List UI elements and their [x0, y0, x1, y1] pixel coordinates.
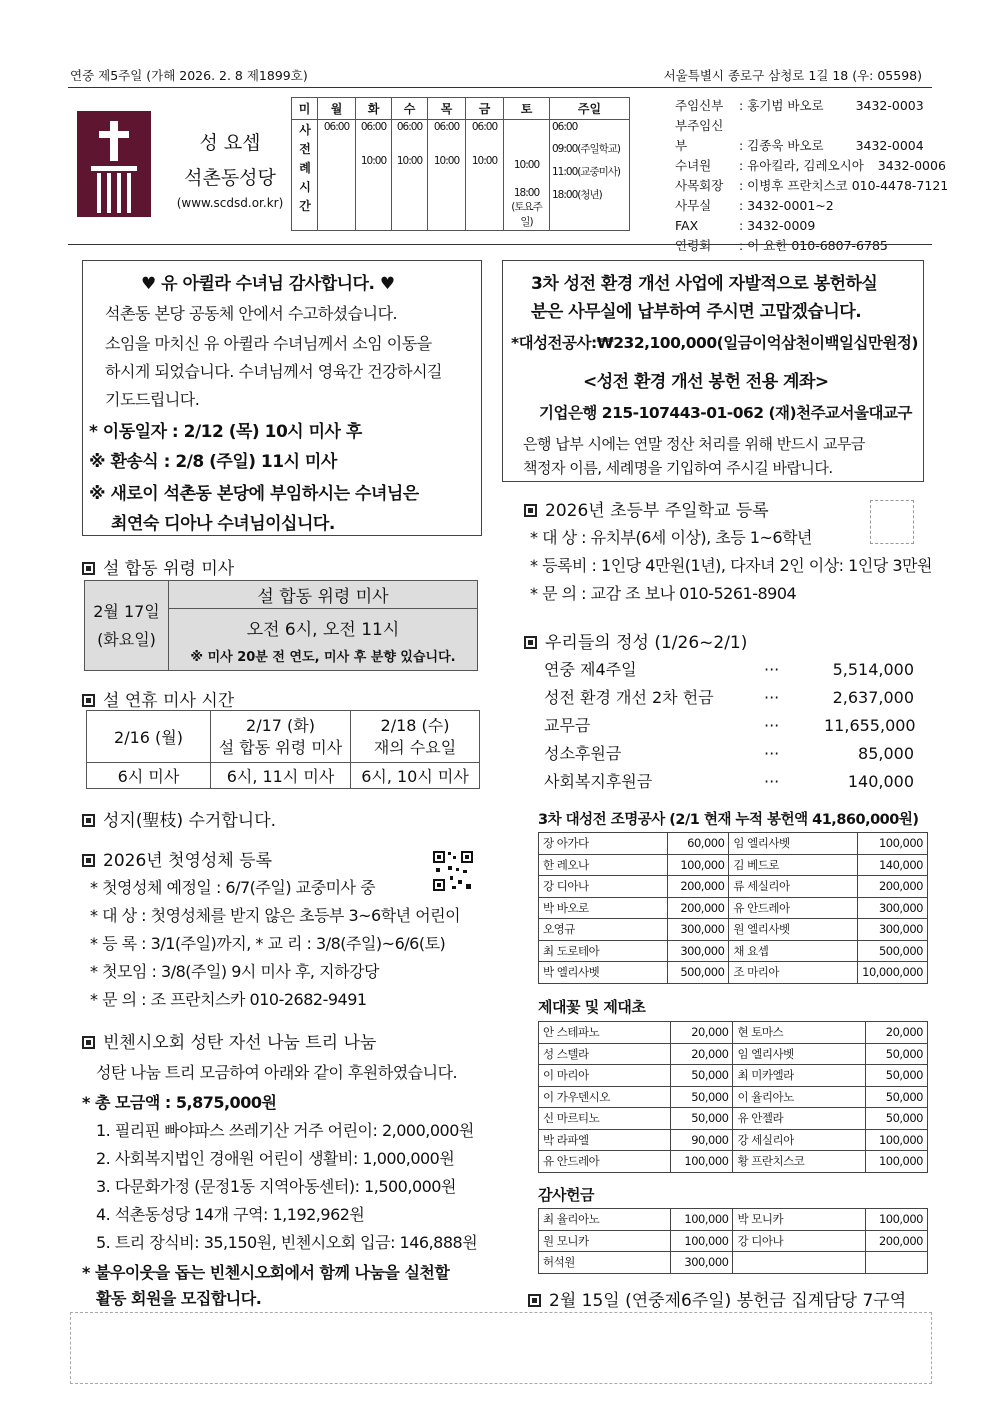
donor-row [539, 962, 928, 984]
donor-amount: 300,000 [667, 919, 729, 941]
donor-row [539, 876, 928, 898]
donor-name: 이 율리아노 [733, 1086, 865, 1108]
donor-amount: 300,000 [858, 919, 928, 941]
thanks-box: ♥ 유 아퀼라 수녀님 감사합니다. ♥ 석촌동 본당 공동체 안에서 수고하셨습니다. 소임을 마치신 유 아퀼라 수녀님께서 소임 이동을 하시게 되었습니다. 수녀님께서 영육간 건강하시길 기도드립니다. * 이동일자 : 2/12 (목) 10시 미사 후 ※ 환송식 : 2/8 (주일) 11시 미사 ※ 새로이 석촌동 본당에 부임하시는 수녀님은 최연숙 디아나 수녀님이십니다. [82, 260, 482, 536]
donor-name: 강 세실리아 [733, 1129, 865, 1151]
donor-row [539, 1108, 928, 1130]
donor-amount: 200,000 [667, 897, 729, 919]
donor-name: 원 엘리사벳 [729, 919, 858, 941]
donor-amount: 90,000 [671, 1129, 733, 1151]
donor-row [539, 940, 928, 962]
donor-name: 임 엘리사벳 [729, 833, 858, 855]
donor-row [539, 1022, 928, 1044]
day-sat: 토 [504, 98, 550, 120]
donor-row [539, 1043, 928, 1065]
donor-name: 최 미카엘라 [733, 1065, 865, 1087]
donor-row [539, 897, 928, 919]
altar-donor-table [538, 1021, 928, 1173]
donor-amount: 500,000 [667, 962, 729, 984]
donor-row [539, 1065, 928, 1087]
donor-name: 강 디아나 [733, 1230, 865, 1252]
donor-name: 최 도로테아 [539, 940, 668, 962]
donor-name: 현 토마스 [733, 1022, 865, 1044]
holiday-section-title: 설 연휴 미사 시간 [82, 686, 234, 711]
day-tue: 화 [356, 98, 392, 120]
seol-table: 2월 17일 (화요일) 설 합동 위령 미사 오전 6시, 오전 11시 ※ 미사 20분 전 연도, 미사 후 분향 있습니다. [84, 580, 478, 671]
donor-row [539, 1252, 928, 1274]
church-logo [77, 111, 151, 217]
sched-side-mi: 미 [292, 98, 318, 120]
donor-row [539, 919, 928, 941]
donor-name [733, 1252, 865, 1274]
donor-name: 유 안젤라 [733, 1108, 865, 1130]
donor-name: 안 스테파노 [539, 1022, 671, 1044]
donor-amount: 10,000,000 [858, 962, 928, 984]
donor-name: 한 레오나 [539, 854, 668, 876]
donor-name: 임 엘리사벳 [733, 1043, 865, 1065]
donor-amount: 50,000 [671, 1065, 733, 1087]
donor-name: 박 라파엘 [539, 1129, 671, 1151]
donor-amount: 100,000 [865, 1209, 927, 1231]
day-fri: 금 [466, 98, 504, 120]
donor-amount: 50,000 [865, 1108, 927, 1130]
holiday-table: 2/16 (월) 2/17 (화) 설 합동 위령 미사 2/18 (수) 재의 수요일 6시 미사 6시, 11시 미사 6시, 10시 미사 [86, 710, 480, 789]
donor-name: 박 모니카 [733, 1209, 865, 1231]
donor-name: 유 안드레아 [539, 1151, 671, 1173]
school-section-title: 2026년 초등부 주일학교 등록 [524, 496, 769, 521]
day-thu: 목 [428, 98, 466, 120]
thanks-title: ♥ 유 아퀼라 수녀님 감사합니다. ♥ [141, 274, 395, 294]
donor-amount [865, 1252, 927, 1274]
donor-amount: 50,000 [865, 1043, 927, 1065]
donor-name: 박 바오로 [539, 897, 668, 919]
donor-amount: 500,000 [858, 940, 928, 962]
donor-name: 성 스텔라 [539, 1043, 671, 1065]
day-mon: 월 [318, 98, 356, 120]
donor-amount: 100,000 [671, 1151, 733, 1173]
communion-section-title: 2026년 첫영성체 등록 [82, 846, 272, 871]
donor-name: 황 프란치스코 [733, 1151, 865, 1173]
donor-name: 김 베드로 [729, 854, 858, 876]
donor-amount: 50,000 [671, 1086, 733, 1108]
altar-title: 제대꽃 및 제대초 [538, 998, 646, 1016]
donor-row [539, 1209, 928, 1231]
header-divider [68, 87, 932, 88]
mass-schedule-table: 미 월 화 수 목 금 토 주일 사 전 례 시 간 06:00 06:00 10:00 06:00 10:00 06:00 10:00 06:00 10:00 10:00 18:00 (토요주일) 06:00 09:00(주일학교) 11:00(교중미사) 18:00(청년) [291, 97, 630, 231]
church-name: 석촌동성당 [184, 167, 276, 189]
sched-side: 사 전 례 시 간 [292, 120, 318, 231]
header-bottom-divider [68, 244, 932, 245]
donor-name: 이 가우덴시오 [539, 1086, 671, 1108]
donor-name: 원 모니카 [539, 1230, 671, 1252]
staff-directory: 주임신부 : 홍기범 바오로 3432-0003 부주임신부 : 김종욱 바오로 3432-0004 수녀원 : 유아킬라, 김레오시아 3432-0006 사목회장 : 이병후 프란치스코 010-4478-7121 사무실 : 3432-0001~2 FAX : 3432-0009 연령회 : 이 요한 010-6807-6785 [675, 98, 949, 253]
church-url: (www.scdsd.or.kr) [176, 196, 284, 210]
vincent-section-title: 빈첸시오회 성탄 자선 나눔 트리 나눔 [82, 1028, 376, 1053]
church-address: 서울특별시 종로구 삼청로 1길 18 (우: 05598) [663, 68, 922, 83]
offerings-list: 연중 제4주일 ··· 5,514,000 성전 환경 개선 2차 헌금 ··· 2,637,000 교무금 ··· 11,655,000 성소후원금 ··· 85,000 사회복지후원금 ··· 140,000 [544, 660, 916, 791]
donor-amount: 50,000 [671, 1108, 733, 1130]
donor-amount: 20,000 [671, 1043, 733, 1065]
school-qr-placeholder [870, 500, 914, 544]
qr-code[interactable] [432, 850, 474, 892]
donor-name: 장 아가다 [539, 833, 668, 855]
lighting-title: 3차 대성전 조명공사 (2/1 현재 누적 봉헌액 41,860,000원) [538, 812, 919, 828]
donor-amount: 300,000 [671, 1252, 733, 1274]
donor-amount: 50,000 [865, 1086, 927, 1108]
donor-amount: 100,000 [667, 854, 729, 876]
donor-amount: 100,000 [671, 1230, 733, 1252]
donor-amount: 50,000 [865, 1065, 927, 1087]
donor-amount: 200,000 [865, 1230, 927, 1252]
donor-amount: 20,000 [865, 1022, 927, 1044]
donor-name: 조 마리아 [729, 962, 858, 984]
donor-amount: 20,000 [671, 1022, 733, 1044]
donor-amount: 60,000 [667, 833, 729, 855]
donor-amount: 140,000 [858, 854, 928, 876]
footer-placeholder [70, 1312, 932, 1384]
counting-section-title: 2월 15일 (연중제6주일) 봉헌금 집계담당 7구역 [528, 1286, 906, 1311]
donor-amount: 100,000 [858, 833, 928, 855]
donor-amount: 300,000 [667, 940, 729, 962]
day-wed: 수 [392, 98, 428, 120]
donor-row [539, 1151, 928, 1173]
donor-name: 강 디아나 [539, 876, 668, 898]
donor-row [539, 854, 928, 876]
church-patron: 성 요셉 [199, 132, 261, 154]
renovation-box: 3차 성전 환경 개선 사업에 자발적으로 봉헌하실 분은 사무실에 납부하여 주시면 고맙겠습니다. *대성전공사:₩232,100,000(일금이억삼천이백일십만원정) <성전 환경 개선 봉헌 전용 계좌> 기업은행 215-107443-01-062 (재)천주교서울대교구 은행 납부 시에는 연말 정산 처리를 위해 반드시 교무금 책정자 이름, 세례명을 기입하여 주시길 바랍니다. [502, 260, 924, 482]
donor-row [539, 1086, 928, 1108]
issue-info: 연중 제5주일 (가해 2026. 2. 8 제1899호) [70, 68, 308, 83]
donor-name: 이 마리아 [539, 1065, 671, 1087]
donor-name: 박 엘리사벳 [539, 962, 668, 984]
donor-amount: 100,000 [865, 1151, 927, 1173]
donor-amount: 100,000 [671, 1209, 733, 1231]
donor-amount: 200,000 [667, 876, 729, 898]
lighting-donor-table [538, 832, 928, 984]
palm-section-title: 성지(聖枝) 수거합니다. [82, 806, 276, 831]
offerings-section-title: 우리들의 정성 (1/26~2/1) [524, 628, 747, 653]
donor-name: 유 안드레아 [729, 897, 858, 919]
donor-amount: 100,000 [865, 1129, 927, 1151]
donor-name: 최 율리아노 [539, 1209, 671, 1231]
gratitude-title: 감사헌금 [538, 1186, 594, 1204]
day-sun: 주일 [550, 98, 630, 120]
donor-name: 채 요셉 [729, 940, 858, 962]
donor-name: 신 마르티노 [539, 1108, 671, 1130]
donor-row [539, 833, 928, 855]
donor-amount: 200,000 [858, 876, 928, 898]
donor-name: 오영규 [539, 919, 668, 941]
donor-row [539, 1230, 928, 1252]
seol-section-title: 설 합동 위령 미사 [82, 554, 234, 579]
donor-amount: 300,000 [858, 897, 928, 919]
donor-row [539, 1129, 928, 1151]
donor-name: 허석원 [539, 1252, 671, 1274]
donor-name: 류 세실리아 [729, 876, 858, 898]
gratitude-donor-table [538, 1208, 928, 1274]
